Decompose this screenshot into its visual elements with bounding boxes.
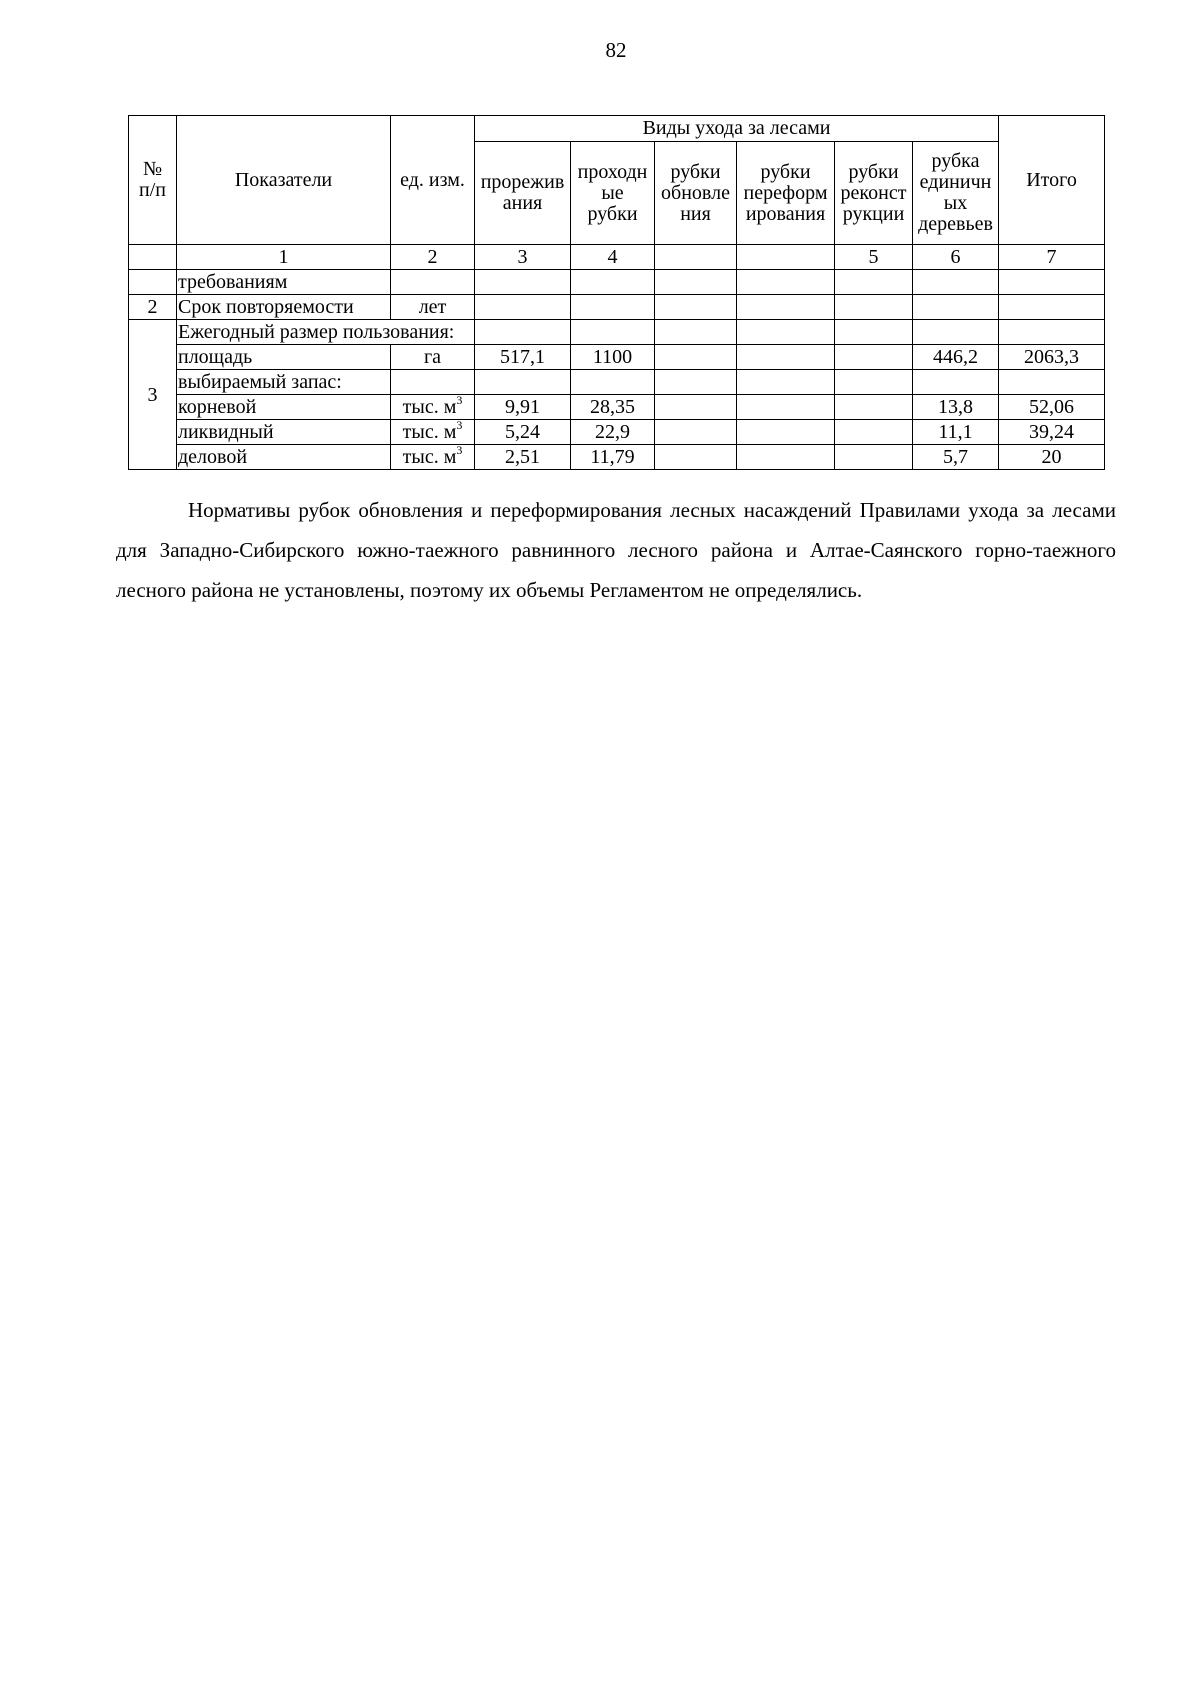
header-passing-cuts: проходн ые рубки: [571, 142, 655, 245]
row-unit: лет: [391, 295, 475, 320]
cell-thinning: 9,91: [475, 395, 571, 420]
row-label: Ежегодный размер пользования:: [177, 320, 475, 345]
table-row: [129, 270, 1105, 295]
table-row: [129, 395, 1105, 420]
row-unit: тыс. $м^3$: [391, 445, 475, 470]
col-number: 2: [391, 245, 475, 270]
cell-single-tree: 5,7: [913, 445, 999, 470]
table-row: [129, 420, 1105, 445]
cell-passing: 28,35: [571, 395, 655, 420]
cell-total: 52,06: [999, 395, 1105, 420]
col-number: 1: [177, 245, 391, 270]
cell-thinning: 2,51: [475, 445, 571, 470]
row-label: площадь: [177, 345, 391, 370]
cell-single-tree: 446,2: [913, 345, 999, 370]
col-number: 7: [999, 245, 1105, 270]
row-label: требованиям: [177, 270, 391, 295]
table-row: [129, 345, 1105, 370]
header-thinning: прорежив ания: [475, 142, 571, 245]
cell-total: 2063,3: [999, 345, 1105, 370]
row-unit: тыс. $м^3$: [391, 395, 475, 420]
table-row: [129, 295, 1105, 320]
cell-thinning: 517,1: [475, 345, 571, 370]
body-paragraph: Нормативы рубок обновления и переформирования лесных насаждений Правилами ухода за лесами для Западно-Сибирского южно-таежного равнинного лесного района и Алтае-Саянского горно-таежного лесного района не установлены, поэтому их объемы Регламентом не определялись.: [116, 498, 1116, 602]
col-number: 4: [571, 245, 655, 270]
page-number: 82: [605, 38, 627, 62]
row-label: деловой: [177, 445, 391, 470]
cell-total: 20: [999, 445, 1105, 470]
row-number: 2: [129, 295, 177, 320]
table-row: [129, 320, 1105, 345]
col-number-blank: [129, 245, 177, 270]
header-renewal-cuts: рубки обновле ния: [655, 142, 737, 245]
header-unit: ед. изм.: [391, 116, 475, 245]
row-label: корневой: [177, 395, 391, 420]
cell-thinning: 5,24: [475, 420, 571, 445]
col-number: 5: [835, 245, 913, 270]
cell-passing: 22,9: [571, 420, 655, 445]
row-label: Срок повторяемости: [177, 295, 391, 320]
cell-single-tree: 13,8: [913, 395, 999, 420]
row-label: выбираемый запас:: [177, 370, 391, 395]
header-num: № п/п: [129, 116, 177, 245]
column-number-row: [129, 245, 1105, 270]
header-indicators: Показатели: [177, 116, 391, 245]
table-row: [129, 445, 1105, 470]
col-number: 3: [475, 245, 571, 270]
cell-single-tree: 11,1: [913, 420, 999, 445]
row-number: 3: [129, 320, 177, 470]
header-single-tree-cuts: рубка единичн ых деревьев: [913, 142, 999, 245]
forest-care-table: [128, 115, 1105, 470]
col-number: 6: [913, 245, 999, 270]
header-total: Итого: [999, 116, 1105, 245]
header-reconstruction-cuts: рубки реконст рукции: [835, 142, 913, 245]
row-unit: тыс. $м^3$: [391, 420, 475, 445]
row-unit: га: [391, 345, 475, 370]
cell-passing: 11,79: [571, 445, 655, 470]
cell-passing: 1100: [571, 345, 655, 370]
header-care-types: Виды ухода за лесами: [475, 116, 999, 142]
cell-total: 39,24: [999, 420, 1105, 445]
header-reform-cuts: рубки переформ ирования: [737, 142, 835, 245]
table-row: [129, 370, 1105, 395]
row-label: ликвидный: [177, 420, 391, 445]
